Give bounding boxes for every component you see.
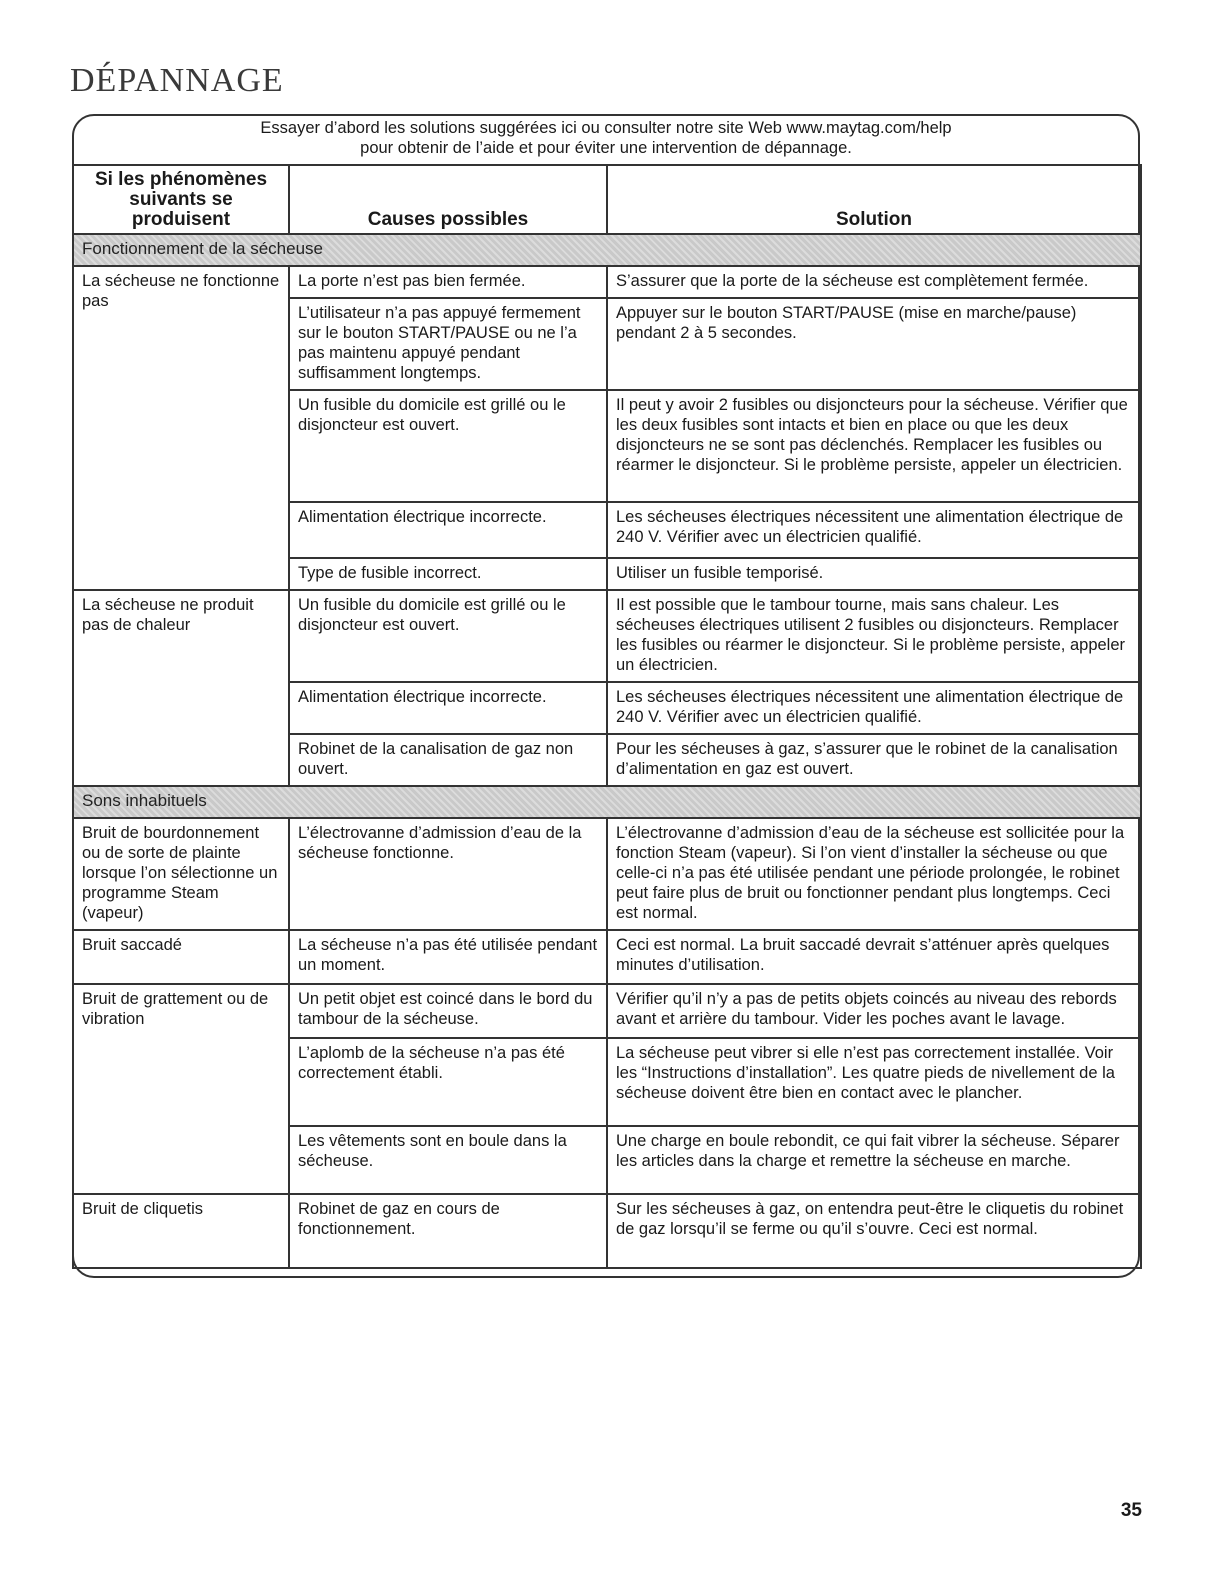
solution-cell: Appuyer sur le bouton START/PAUSE (mise en marche/pause) pendant 2 à 5 secondes. <box>607 298 1141 390</box>
cause-cell: La sécheuse n’a pas été utilisée pendant un moment. <box>289 930 607 984</box>
page-number: 35 <box>1120 1500 1142 1521</box>
table-row <box>73 984 1141 1038</box>
intro-line-2: pour obtenir de l’aide et pour éviter une intervention de dépannage. <box>360 139 852 157</box>
section-header-row <box>73 234 1141 266</box>
solution-cell: Les sécheuses électriques nécessitent une alimentation électrique de 240 V. Vérifier avec un électricien qualifié. <box>607 682 1141 734</box>
symptom-cell: La sécheuse ne fonctionne pas <box>73 266 289 590</box>
intro-text <box>74 116 1138 164</box>
cause-cell: Les vêtements sont en boule dans la sécheuse. <box>289 1126 607 1194</box>
table-row <box>73 930 1141 984</box>
header-row <box>73 165 1141 234</box>
solution-cell: Il peut y avoir 2 fusibles ou disjoncteurs pour la sécheuse. Vérifier que les deux fusibles sont intacts et bien en place ou que les deux disjoncteurs ne se sont pas déclenchés. Remplacer les fusibles ou réarmer le disjoncteur. Si le problème persiste, appeler un électricien. <box>607 390 1141 502</box>
cause-cell: Un fusible du domicile est grillé ou le disjoncteur est ouvert. <box>289 590 607 682</box>
section-title: Sons inhabituels <box>73 786 1141 818</box>
solution-cell: La sécheuse peut vibrer si elle n’est pas correctement installée. Voir les “Instructions d’installation”. Les quatre pieds de nivellement de la sécheuse doivent être bien en contact avec le plancher. <box>607 1038 1141 1126</box>
section-title: Fonctionnement de la sécheuse <box>73 234 1141 266</box>
symptom-cell: Bruit de grattement ou de vibration <box>73 984 289 1194</box>
cause-cell: Type de fusible incorrect. <box>289 558 607 590</box>
solution-cell: Pour les sécheuses à gaz, s’assurer que le robinet de la canalisation d’alimentation en gaz est ouvert. <box>607 734 1141 786</box>
page-title: DÉPANNAGE <box>70 62 284 99</box>
solution-cell: Une charge en boule rebondit, ce qui fait vibrer la sécheuse. Séparer les articles dans la charge et remettre la sécheuse en marche. <box>607 1126 1141 1194</box>
cause-cell: L’aplomb de la sécheuse n’a pas été correctement établi. <box>289 1038 607 1126</box>
intro-line-1: Essayer d’abord les solutions suggérées ici ou consulter notre site Web www.maytag.com/help <box>260 119 952 137</box>
solution-cell: Vérifier qu’il n’y a pas de petits objets coincés au niveau des rebords avant et arrière du tambour. Vider les poches avant le lavage. <box>607 984 1141 1038</box>
cause-cell: Alimentation électrique incorrecte. <box>289 502 607 558</box>
solution-cell: Ceci est normal. La bruit saccadé devrait s’atténuer après quelques minutes d’utilisation. <box>607 930 1141 984</box>
solution-cell: Sur les sécheuses à gaz, on entendra peut-être le cliquetis du robinet de gaz lorsqu’il se ferme ou qu’il s’ouvre. Ceci est normal. <box>607 1194 1141 1268</box>
cause-cell: Un fusible du domicile est grillé ou le disjoncteur est ouvert. <box>289 390 607 502</box>
table-row <box>73 1194 1141 1268</box>
symptom-cell: La sécheuse ne produit pas de chaleur <box>73 590 289 786</box>
symptom-cell: Bruit saccadé <box>73 930 289 984</box>
table-row <box>73 818 1141 930</box>
solution-cell: S’assurer que la porte de la sécheuse est complètement fermée. <box>607 266 1141 298</box>
cause-cell: Robinet de la canalisation de gaz non ouvert. <box>289 734 607 786</box>
header-cause: Causes possibles <box>289 165 607 234</box>
solution-cell: Il est possible que le tambour tourne, mais sans chaleur. Les sécheuses électriques utilisent 2 fusibles ou disjoncteurs. Remplacer les fusibles ou réarmer le disjoncteur. Si le problème persiste, appeler un électricien. <box>607 590 1141 682</box>
symptom-cell: Bruit de bourdonnement ou de sorte de plainte lorsque l’on sélectionne un programme Steam (vapeur) <box>73 818 289 930</box>
section-header-row <box>73 786 1141 818</box>
symptom-cell: Bruit de cliquetis <box>73 1194 289 1268</box>
solution-cell: Les sécheuses électriques nécessitent une alimentation électrique de 240 V. Vérifier avec un électricien qualifié. <box>607 502 1141 558</box>
cause-cell: Robinet de gaz en cours de fonctionnement. <box>289 1194 607 1268</box>
solution-cell: Utiliser un fusible temporisé. <box>607 558 1141 590</box>
cause-cell: Alimentation électrique incorrecte. <box>289 682 607 734</box>
troubleshooting-table <box>72 164 1142 1269</box>
solution-cell: L’électrovanne d’admission d’eau de la sécheuse est sollicitée pour la fonction Steam (vapeur). Si l’on vient d’installer la sécheuse ou que celle-ci n’a pas été utilisée pendant une période prolongée, le robinet peut faire plus de bruit ou fonctionner pendant plus longtemps. Ceci est normal. <box>607 818 1141 930</box>
header-solution: Solution <box>607 165 1141 234</box>
cause-cell: Un petit objet est coincé dans le bord du tambour de la sécheuse. <box>289 984 607 1038</box>
table-row <box>73 266 1141 298</box>
table-row <box>73 590 1141 682</box>
cause-cell: La porte n’est pas bien fermée. <box>289 266 607 298</box>
header-symptom: Si les phénomènes suivants se produisent <box>73 165 289 234</box>
cause-cell: L’électrovanne d’admission d’eau de la sécheuse fonctionne. <box>289 818 607 930</box>
cause-cell: L’utilisateur n’a pas appuyé fermement sur le bouton START/PAUSE ou ne l’a pas maintenu appuyé pendant suffisamment longtemps. <box>289 298 607 390</box>
